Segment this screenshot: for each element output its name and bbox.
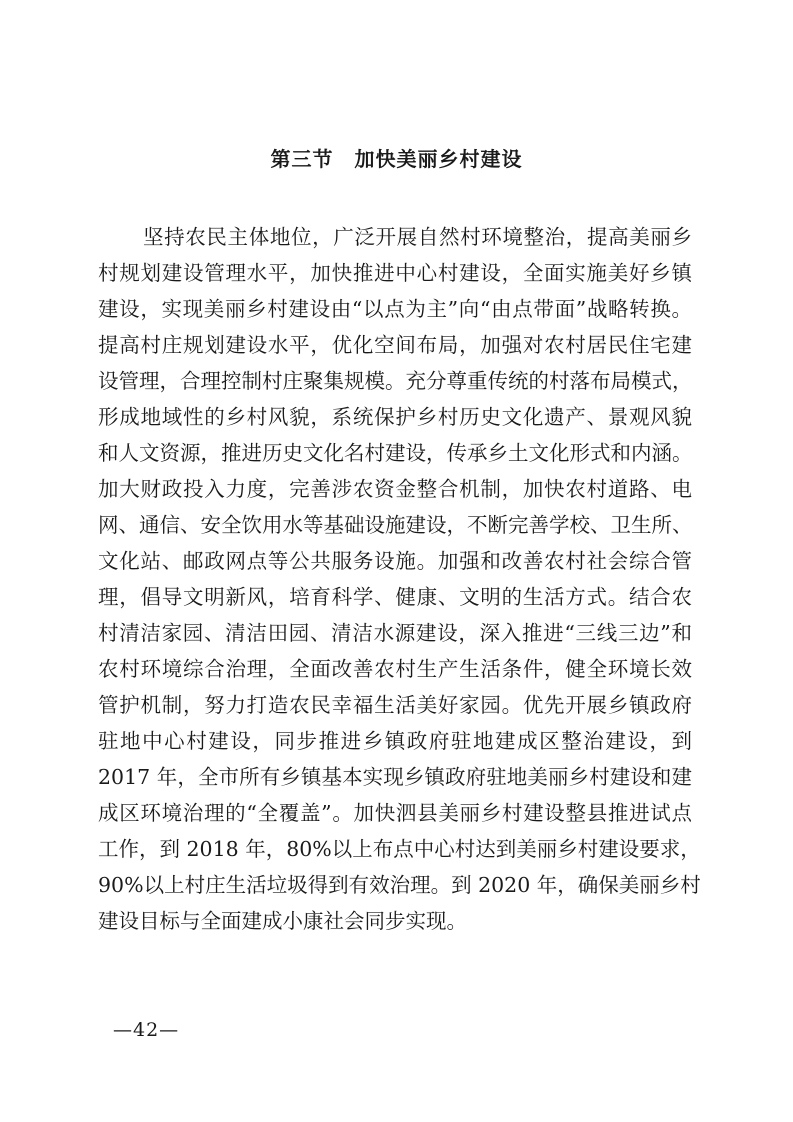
paragraph-line-2: 村规划建设管理水平，加快推进中心村建设，全面实施美好乡镇 xyxy=(98,261,692,285)
paragraph-line-16: 2017 年，全市所有乡镇基本实现乡镇政府驻地美丽乡村建设和建 xyxy=(98,765,692,789)
paragraph-line-18: 工作，到 2018 年，80%以上布点中心村达到美丽乡村建设要求， xyxy=(98,837,701,861)
paragraph-line-9: 网、通信、安全饮用水等基础设施建设，不断完善学校、卫生所、 xyxy=(98,513,693,537)
paragraph-line-19: 90%以上村庄生活垃圾得到有效治理。到 2020 年，确保美丽乡村 xyxy=(98,873,701,897)
paragraph-line-5: 设管理，合理控制村庄聚集规模。充分尊重传统的村落布局模式， xyxy=(98,369,693,393)
paragraph-line-4: 提高村庄规划建设水平，优化空间布局，加强对农村居民住宅建 xyxy=(98,333,692,357)
paragraph-line-15: 驻地中心村建设，同步推进乡镇政府驻地建成区整治建设，到 xyxy=(98,729,692,753)
section-title: 第三节 加快美丽乡村建设 xyxy=(270,147,523,171)
paragraph-line-10: 文化站、邮政网点等公共服务设施。加强和改善农村社会综合管 xyxy=(98,549,692,573)
paragraph-line-13: 农村环境综合治理，全面改善农村生产生活条件，健全环境长效 xyxy=(98,657,692,681)
paragraph-line-6: 形成地域性的乡村风貌，系统保护乡村历史文化遗产、景观风貌 xyxy=(98,405,692,429)
paragraph-line-17: 成区环境治理的“全覆盖”。加快泗县美丽乡村建设整县推进试点 xyxy=(98,801,692,825)
paragraph-line-11: 理，倡导文明新风，培育科学、健康、文明的生活方式。结合农 xyxy=(98,585,692,609)
paragraph-line-12: 村清洁家园、清洁田园、清洁水源建设，深入推进“三线三边”和 xyxy=(98,621,692,645)
paragraph-line-7: 和人文资源，推进历史文化名村建设，传承乡土文化形式和内涵。 xyxy=(98,441,693,465)
paragraph-line-8: 加大财政投入力度，完善涉农资金整合机制，加快农村道路、电 xyxy=(98,477,692,501)
page-number: —42— xyxy=(113,1019,180,1041)
paragraph-line-1: 坚持农民主体地位，广泛开展自然村环境整治，提高美丽乡 xyxy=(143,225,692,249)
paragraph-line-3: 建设，实现美丽乡村建设由“以点为主”向“由点带面”战略转换。 xyxy=(98,297,692,321)
paragraph-line-14: 管护机制，努力打造农民幸福生活美好家园。优先开展乡镇政府 xyxy=(98,693,692,717)
paragraph-line-20: 建设目标与全面建成小康社会同步实现。 xyxy=(98,909,467,933)
